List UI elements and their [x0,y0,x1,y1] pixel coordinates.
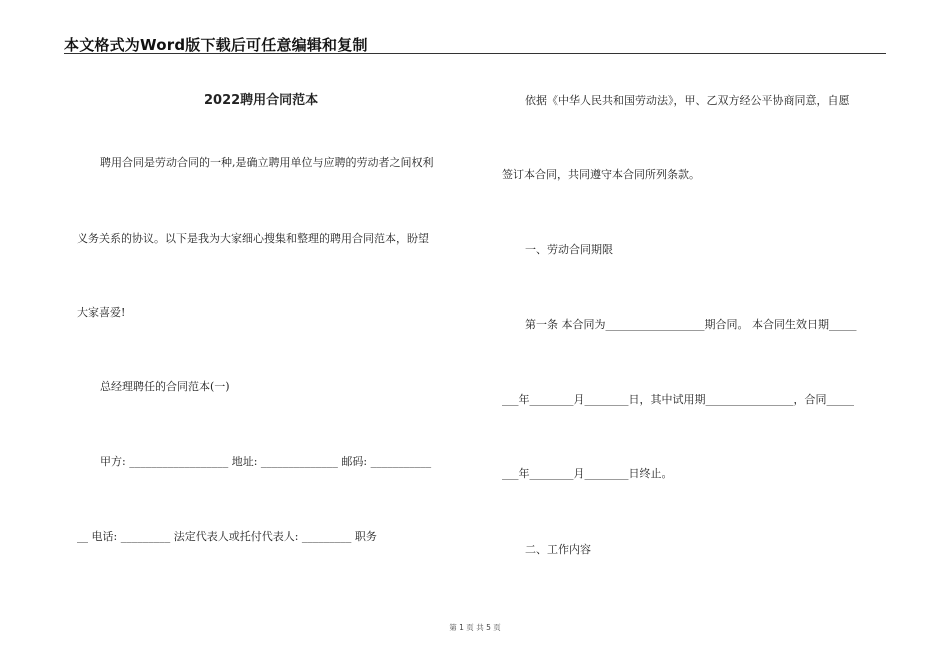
section-heading: 总经理聘任的合同范本(一) [100,380,230,393]
clause-line: ___年________月________日，其中试用期________________，合同_____ [502,393,854,406]
paragraph-line: 义务关系的协议。以下是我为大家细心搜集和整理的聘用合同范本，盼望 [77,232,429,245]
section-heading: 一、劳动合同期限 [525,243,613,256]
paragraph-line: 签订本合同，共同遵守本合同所列条款。 [502,168,700,181]
form-line-party-a: 甲方: __________________ 地址: ______________ 邮码: ___________ [100,455,432,468]
paragraph-line: 依据《中华人民共和国劳动法》，甲、乙双方经公平协商同意，自愿 [525,94,850,107]
clause-line: ___年________月________日终止。 [502,467,673,480]
paragraph-line: 聘用合同是劳动合同的一种,是确立聘用单位与应聘的劳动者之间权利 [100,156,434,169]
document-title: 2022聘用合同范本 [204,93,319,108]
clause-line: 第一条 本合同为__________________期合同。 本合同生效日期_____ [525,318,857,331]
section-heading: 二、工作内容 [525,543,591,556]
page-number: 第 1 页 共 5 页 [449,623,501,632]
form-line-contact: __ 电话: _________ 法定代表人或托付代表人: _________ 职务 [77,530,377,543]
document-header-banner: 本文格式为Word版下载后可任意编辑和复制 [64,36,368,54]
paragraph-line: 大家喜爱! [77,306,126,319]
header-divider [64,53,886,54]
